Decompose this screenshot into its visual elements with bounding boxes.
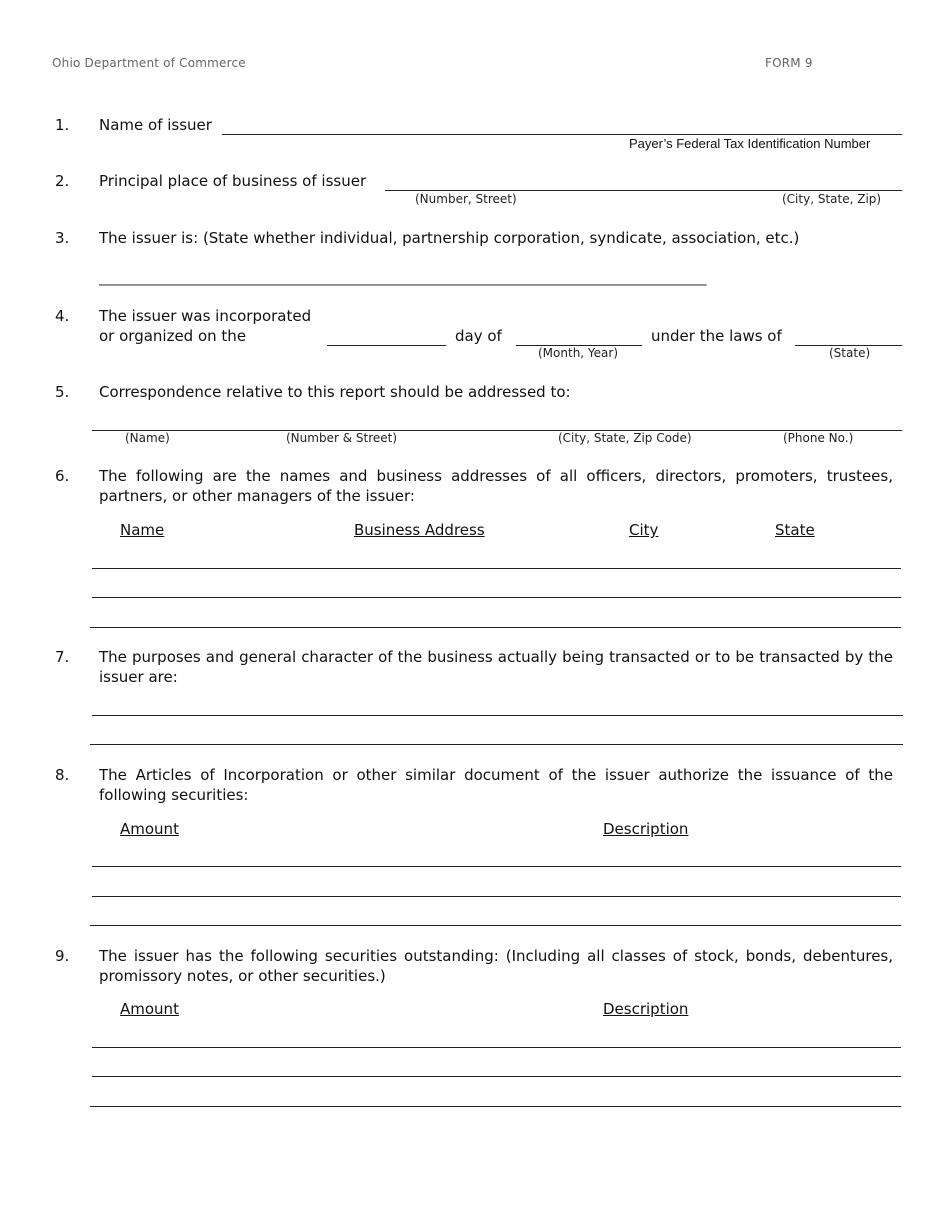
col-amount-header-9: Amount bbox=[120, 1000, 179, 1018]
authorized-line-3[interactable] bbox=[90, 925, 901, 926]
outstanding-line-2[interactable] bbox=[92, 1076, 901, 1077]
outstanding-line-1[interactable] bbox=[92, 1047, 901, 1048]
col-amount-header-8: Amount bbox=[120, 820, 179, 838]
day-of-label: day of bbox=[455, 327, 502, 345]
item-number-1: 1. bbox=[55, 116, 70, 134]
authorized-line-1[interactable] bbox=[92, 866, 901, 867]
agency-name: Ohio Department of Commerce bbox=[52, 56, 246, 70]
outstanding-line-3[interactable] bbox=[90, 1106, 901, 1107]
col-description-header-8: Description bbox=[603, 820, 689, 838]
principal-place-label: Principal place of business of issuer bbox=[99, 172, 367, 190]
issuer-type-label: The issuer is: (State whether individual, partnership corporation, syndicate, association, etc.) bbox=[99, 229, 800, 247]
officers-line-3[interactable] bbox=[90, 627, 901, 628]
col-description-header-9: Description bbox=[603, 1000, 689, 1018]
item-number-5: 5. bbox=[55, 383, 70, 401]
issuer-type-field[interactable]: _________________________________________________________________________________ bbox=[99, 268, 707, 286]
purposes-line-2[interactable] bbox=[90, 744, 903, 745]
city-state-zip-code-caption: (City, State, Zip Code) bbox=[558, 431, 692, 445]
item-number-3: 3. bbox=[55, 229, 70, 247]
item-number-9: 9. bbox=[55, 947, 70, 965]
col-state-header: State bbox=[775, 521, 815, 539]
outstanding-securities-text: The issuer has the following securities outstanding: (Including all classes of stock, bonds, debentures, promissory notes, or other securities.) bbox=[99, 947, 893, 985]
state-caption: (State) bbox=[829, 346, 871, 360]
incorporated-label-line1: The issuer was incorporated bbox=[99, 307, 312, 325]
incorporated-label-line2: or organized on the bbox=[99, 327, 247, 345]
correspondence-label: Correspondence relative to this report should be addressed to: bbox=[99, 383, 571, 401]
purposes-text: The purposes and general character of the business actually being transacted or to be transacted by the issuer are: bbox=[99, 648, 893, 686]
name-caption: (Name) bbox=[125, 431, 170, 445]
number-street-caption: (Number, Street) bbox=[415, 192, 517, 206]
purposes-line-1[interactable] bbox=[92, 715, 903, 716]
form-id: FORM 9 bbox=[765, 56, 813, 70]
item-number-7: 7. bbox=[55, 648, 70, 666]
item-number-4: 4. bbox=[55, 307, 70, 325]
officers-line-1[interactable] bbox=[92, 568, 901, 569]
phone-caption: (Phone No.) bbox=[783, 431, 854, 445]
officers-line-2[interactable] bbox=[92, 597, 901, 598]
number-street-caption-5: (Number & Street) bbox=[286, 431, 398, 445]
tax-id-label: Payer’s Federal Tax Identification Number bbox=[629, 136, 871, 151]
officers-text: The following are the names and business addresses of all officers, directors, promoters, trustees, partners, or other managers of the issuer: bbox=[99, 467, 893, 505]
item-number-8: 8. bbox=[55, 766, 70, 784]
issuer-name-field[interactable] bbox=[222, 134, 902, 135]
col-business-address-header: Business Address bbox=[354, 521, 485, 539]
item-number-2: 2. bbox=[55, 172, 70, 190]
authorized-line-2[interactable] bbox=[92, 896, 901, 897]
item-number-6: 6. bbox=[55, 467, 70, 485]
authorized-securities-text: The Articles of Incorporation or other similar document of the issuer authorize the issuance of the following securities: bbox=[99, 766, 893, 804]
month-year-caption: (Month, Year) bbox=[538, 346, 619, 360]
correspondence-field[interactable] bbox=[92, 430, 902, 431]
issuer-name-label: Name of issuer bbox=[99, 116, 212, 134]
principal-place-field[interactable] bbox=[385, 190, 902, 191]
col-name-header: Name bbox=[120, 521, 165, 539]
col-city-header: City bbox=[629, 521, 659, 539]
incorporation-day-field[interactable] bbox=[327, 345, 446, 346]
under-laws-label: under the laws of bbox=[651, 327, 782, 345]
city-state-zip-caption: (City, State, Zip) bbox=[782, 192, 882, 206]
